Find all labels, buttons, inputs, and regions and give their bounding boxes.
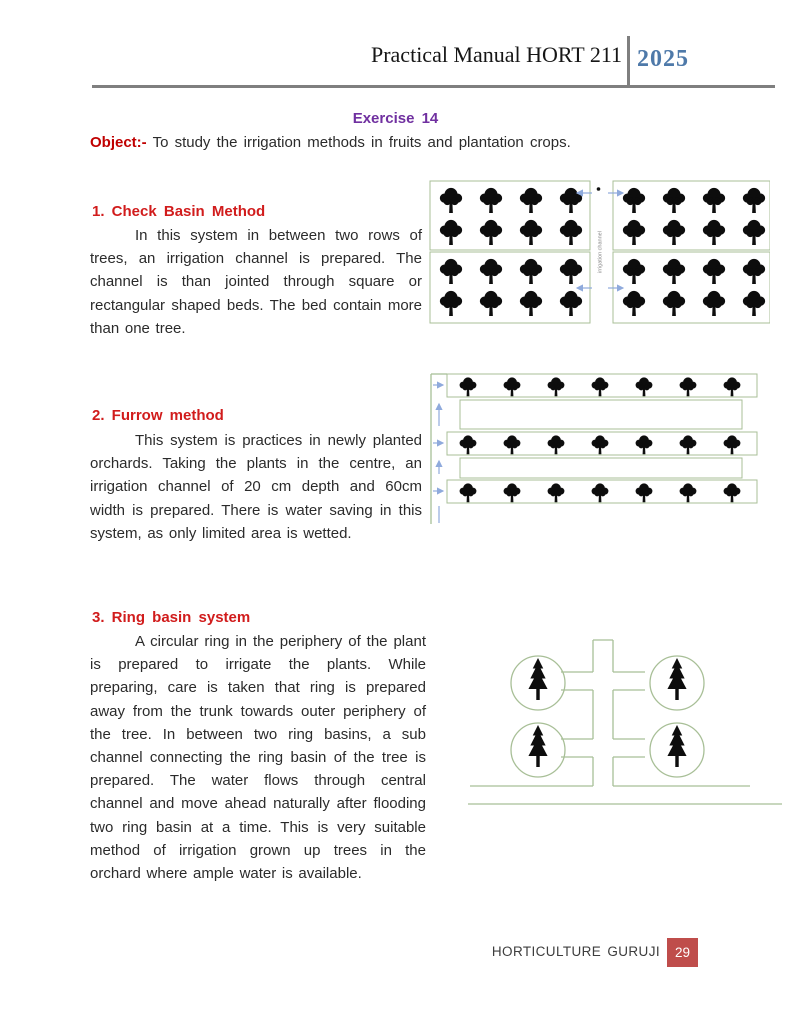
check-basin-diagram: [428, 180, 770, 326]
section-2-heading: 2. Furrow method: [92, 407, 224, 424]
section-2-body: This system is practices in newly planted orchards. Taking the plants in the centre, an irrigation channel of 20 cm depth and 60cm width is prepared. There is water saving in this system, as only limited area is wetted.: [90, 432, 422, 542]
furrow-diagram: [428, 368, 760, 528]
header-divider: [627, 36, 630, 86]
header-year: 2025: [637, 46, 689, 72]
pine-tree-icon: [667, 658, 686, 700]
ring-basin-trees: [528, 658, 686, 767]
section-3-heading: 3. Ring basin system: [92, 609, 251, 626]
ring-basin-channels: [468, 640, 782, 804]
page-number-badge: 29: [667, 938, 698, 967]
exercise-title: Exercise 14: [352, 110, 439, 127]
object-line: [90, 134, 650, 151]
object-label: Object:-: [90, 134, 147, 151]
water-flow-arrows: [433, 385, 443, 523]
irrigation-channel-label: irrigation channel: [597, 231, 604, 273]
header-rule: [92, 85, 775, 88]
pine-tree-icon: [528, 725, 547, 767]
page-title: Practical Manual HORT 211: [370, 42, 622, 67]
section-1-body: In this system in between two rows of trees, an irrigation channel is prepared. The channel is than jointed through square or rectangular shaped beds. The bed contain more than one tree.: [90, 227, 422, 337]
footer-brand: HORTICULTURE GURUJI: [491, 944, 660, 959]
pine-tree-icon: [528, 658, 547, 700]
section-3-body: A circular ring in the periphery of the plant is prepared to irrigate the plants. While preparing, care is taken that ring is prepared away from the trunk towards outer periphery of the tree. In between two ring basins, a sub channel connecting the ring basin of the tree is prepared. The water flows through central channel and move ahead naturally after flooding two ring basin at a time. This is very suitable method of irrigation grown up trees in the orchard where ample water is available.: [90, 633, 426, 883]
section-1-heading: 1. Check Basin Method: [92, 203, 266, 220]
pine-tree-icon: [667, 725, 686, 767]
object-text: To study the irrigation methods in fruits and plantation crops.: [146, 134, 571, 151]
ring-basin-diagram: [455, 628, 790, 812]
